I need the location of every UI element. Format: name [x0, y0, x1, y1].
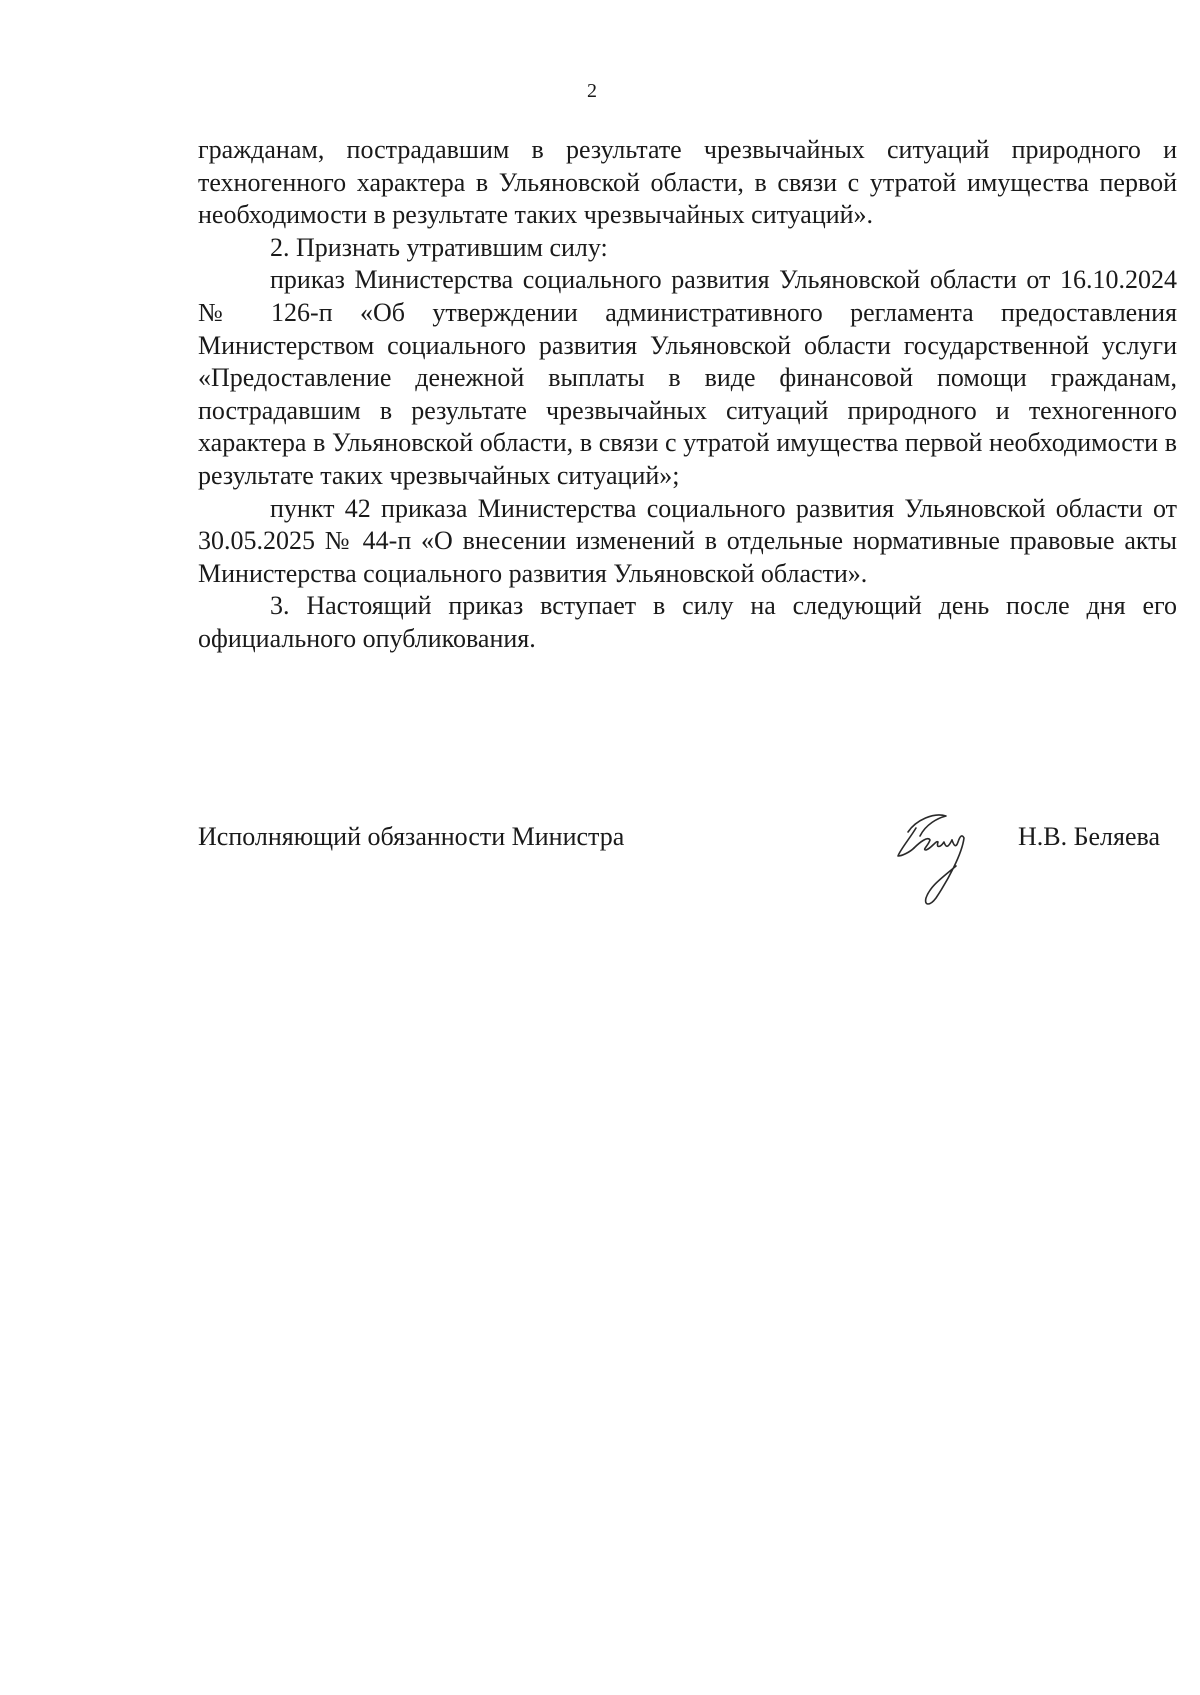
handwritten-signature — [886, 802, 986, 910]
signatory-position: Исполняющий обязанности Министра — [198, 822, 625, 851]
signatory-name: Н.В. Беляева — [1017, 822, 1160, 851]
paragraph-continuation: гражданам, пострадавшим в результате чрезвычайных ситуаций природного и техногенного характера в Ульяновской области, в связи с утратой имущества первой необходимости в результате таких чрезвычайных ситуаций». — [198, 135, 1177, 230]
paragraph-item-2: 2. Признать утратившим силу: — [270, 232, 608, 262]
document-body — [198, 134, 1177, 656]
signature-block — [198, 822, 1178, 912]
paragraph-item-3: 3. Настоящий приказ вступает в силу на следующий день после дня его официального опубликования. — [198, 591, 1177, 653]
paragraph-revoked-order: приказ Министерства социального развития Ульяновской области от 16.10.2024 № 126-п «Об утверждении административного регламента предоставления Министерством социального развития Ульяновской области государственной услуги «Предоставление денежной выплаты в виде финансовой помощи гражданам, пострадавшим в результате чрезвычайных ситуаций природного и техногенного характера в Ульяновской области, в связи с утратой имущества первой необходимости в результате таких чрезвычайных ситуаций»; — [198, 265, 1177, 490]
paragraph-revoked-clause: пункт 42 приказа Министерства социального развития Ульяновской области от 30.05.2025 № 44-п «О внесении изменений в отдельные нормативные правовые акты Министерства социального развития Ульяновской области». — [198, 493, 1177, 588]
page-number: 2 — [587, 80, 597, 102]
